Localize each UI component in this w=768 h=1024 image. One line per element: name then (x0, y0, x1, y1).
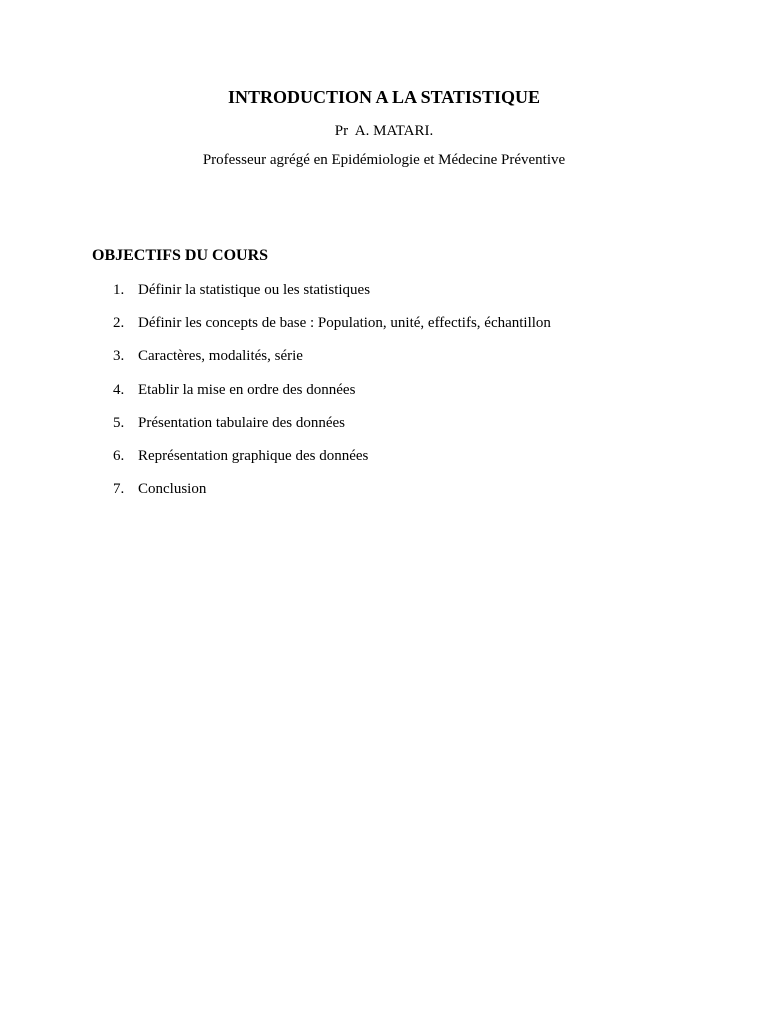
list-item-number: 3. (113, 348, 125, 365)
list-item-number: 7. (113, 481, 125, 498)
author-name: Pr A. MATARI. (334, 123, 434, 139)
list-item-number: 1. (113, 282, 125, 298)
document-title: INTRODUCTION A LA STATISTIQUE (228, 87, 540, 107)
list-item-text: Définir la statistique ou les statistiques (138, 282, 371, 298)
author-affiliation: Professeur agrégé en Epidémiologie et Médecine Préventive (202, 152, 566, 168)
list-item-text: Etablir la mise en ordre des données (138, 381, 356, 398)
section-title-objectives: OBJECTIFS DU COURS (92, 247, 269, 264)
list-item-text: Conclusion (138, 481, 207, 498)
list-item-text: Définir les concepts de base : Population, unité, effectifs, échantillon (138, 315, 551, 332)
list-item-text: Représentation graphique des données (138, 447, 369, 464)
list-item-number: 4. (113, 381, 125, 398)
list-item-number: 2. (113, 315, 125, 332)
list-item-text: Caractères, modalités, série (138, 348, 303, 365)
list-item-number: 5. (113, 414, 125, 431)
list-item-text: Présentation tabulaire des données (138, 414, 346, 431)
list-item-number: 6. (113, 447, 125, 464)
